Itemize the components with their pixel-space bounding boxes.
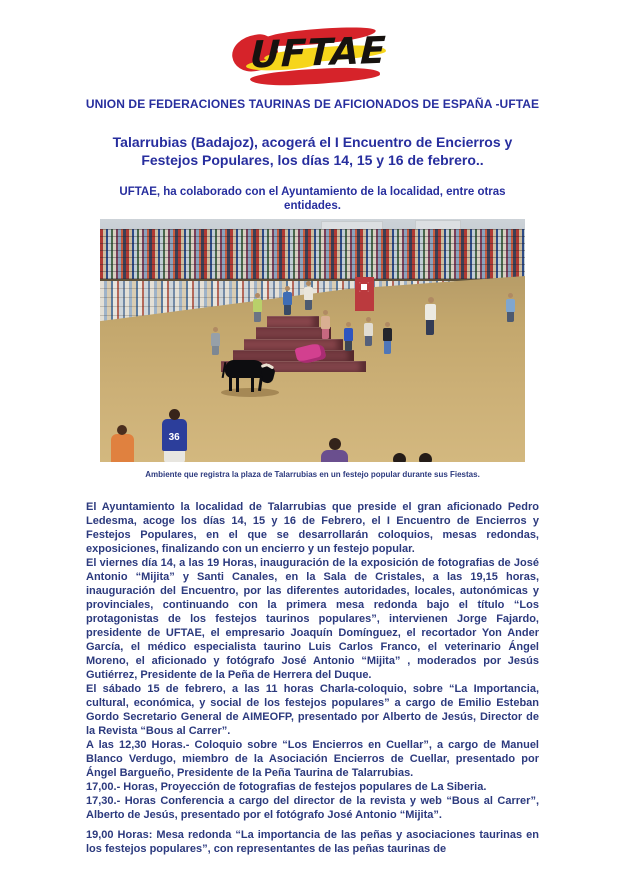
body-paragraph: El sábado 15 de febrero, a las 11 horas Charla-coloquio, sobre “La Importancia, cultural, económica, y social de los festejos populares” a cargo de Emilio Esteban Gordo Secretario General de AIMEOFP, presentado por Alberto de Jesús, Director de la Revista “Bous al Carrer”. (86, 683, 539, 737)
platform-step (256, 327, 331, 338)
bull-leg (229, 376, 232, 391)
foreground-spectator-head (393, 453, 406, 462)
body-paragraph: 19,00 Horas: Mesa redonda “La importancia de las peñas y asociaciones taurinas en los festejos populares”, con representantes de las peñas taurinas de (86, 829, 539, 855)
uftae-logo (228, 25, 398, 93)
person-figure (304, 287, 313, 300)
person-figure (344, 328, 353, 341)
body-paragraph: 17,00.- Horas, Proyección de fotografias de festejos populares de La Siberia. (86, 781, 487, 793)
person-figure (383, 328, 392, 341)
bull-leg (251, 377, 254, 392)
bull-leg (236, 377, 239, 392)
article-subtitle: UFTAE, ha colaborado con el Ayuntamiento de la localidad, entre otras entidades. (119, 186, 506, 212)
uftae-logo-text: UFTAE (248, 28, 387, 77)
foreground-spectator-jersey (162, 419, 187, 451)
foreground-spectator-orange (111, 434, 134, 462)
person-figure (283, 292, 292, 305)
article-title: Talarrubias (Badajoz), acogerá el I Encuentro de Encierros y Festejos Populares, los días 14, 15 y 16 de febrero.. (112, 134, 513, 168)
jersey-number: 36 (168, 432, 180, 443)
body-paragraph: El Ayuntamiento la localidad de Talarrubias que preside el gran aficionado Pedro Ledesma, acoge los días 14, 15 y 16 de Febrero, el I Encuentro de Encierros y Festejos Populares, en el que se desarrollarán coloquios, mesas redondas, exposiciones, finalizando con un encierro y un festejo popular. (86, 501, 539, 555)
organization-title: UNION DE FEDERACIONES TAURINAS DE AFICIONADOS DE ESPAÑA -UFTAE (85, 97, 540, 111)
platform-step (267, 316, 319, 327)
person-figure (321, 316, 330, 329)
foreground-spectator-purple (321, 450, 348, 462)
foreground-spectator-head (419, 453, 432, 462)
bull-silhouette (223, 355, 283, 399)
body-paragraph: El viernes día 14, a las 19 Horas, inauguración de la exposición de fotografias de José Antonio “Mijita” y Santi Canales, en la Sala de Cristales, a las 19,15 horas, inauguración del Encuentro, por las diferentes autoridades, locales, autonómicas y provinciales, continuando con la primera mesa redonda bajo el título “Los protagonistas de los festejos taurinos populares”, intervienen Jorge Fajardo, presidente de UFTAE, el empresario Joaquín Domínguez, el recortador Yon Ander García, el médico especialista taurino Luis Carlos Franco, el veterinario Ángel Moreno, el aficionado y fotógrafo José Antonio “Mijita” , moderados por Jesús Gutiérrez, Presidente de la Peña de Herrera del Duque. (86, 557, 539, 681)
platform-step (244, 339, 342, 350)
event-photo (100, 219, 525, 462)
body-paragraph: 17,30.- Horas Conferencia a cargo del director de la revista y web “Bous al Carrer”, Alberto de Jesús, presentado por el fotógrafo José Antonio “Mijita”. (86, 795, 539, 821)
person-figure (425, 304, 436, 320)
photo-caption: Ambiente que registra la plaza de Talarrubias en un festejo popular durante sus Fiestas. (145, 470, 480, 479)
person-figure (211, 333, 220, 346)
person-figure (364, 323, 373, 336)
crowd-upper-tier (100, 229, 525, 279)
person-figure (253, 299, 262, 312)
person-figure (506, 299, 515, 312)
body-paragraph: A las 12,30 Horas.- Coloquio sobre “Los Encierros en Cuellar”, a cargo de Manuel Blanco Verdugo, miembro de la Asociación Encierros de Cuellar, presentado por Ángel Bargueño, Presidente de la Peña Taurina de Talarrubias. (86, 739, 539, 779)
article-body (86, 500, 539, 856)
event-photo-figure (0, 219, 625, 479)
red-banner (355, 277, 374, 311)
